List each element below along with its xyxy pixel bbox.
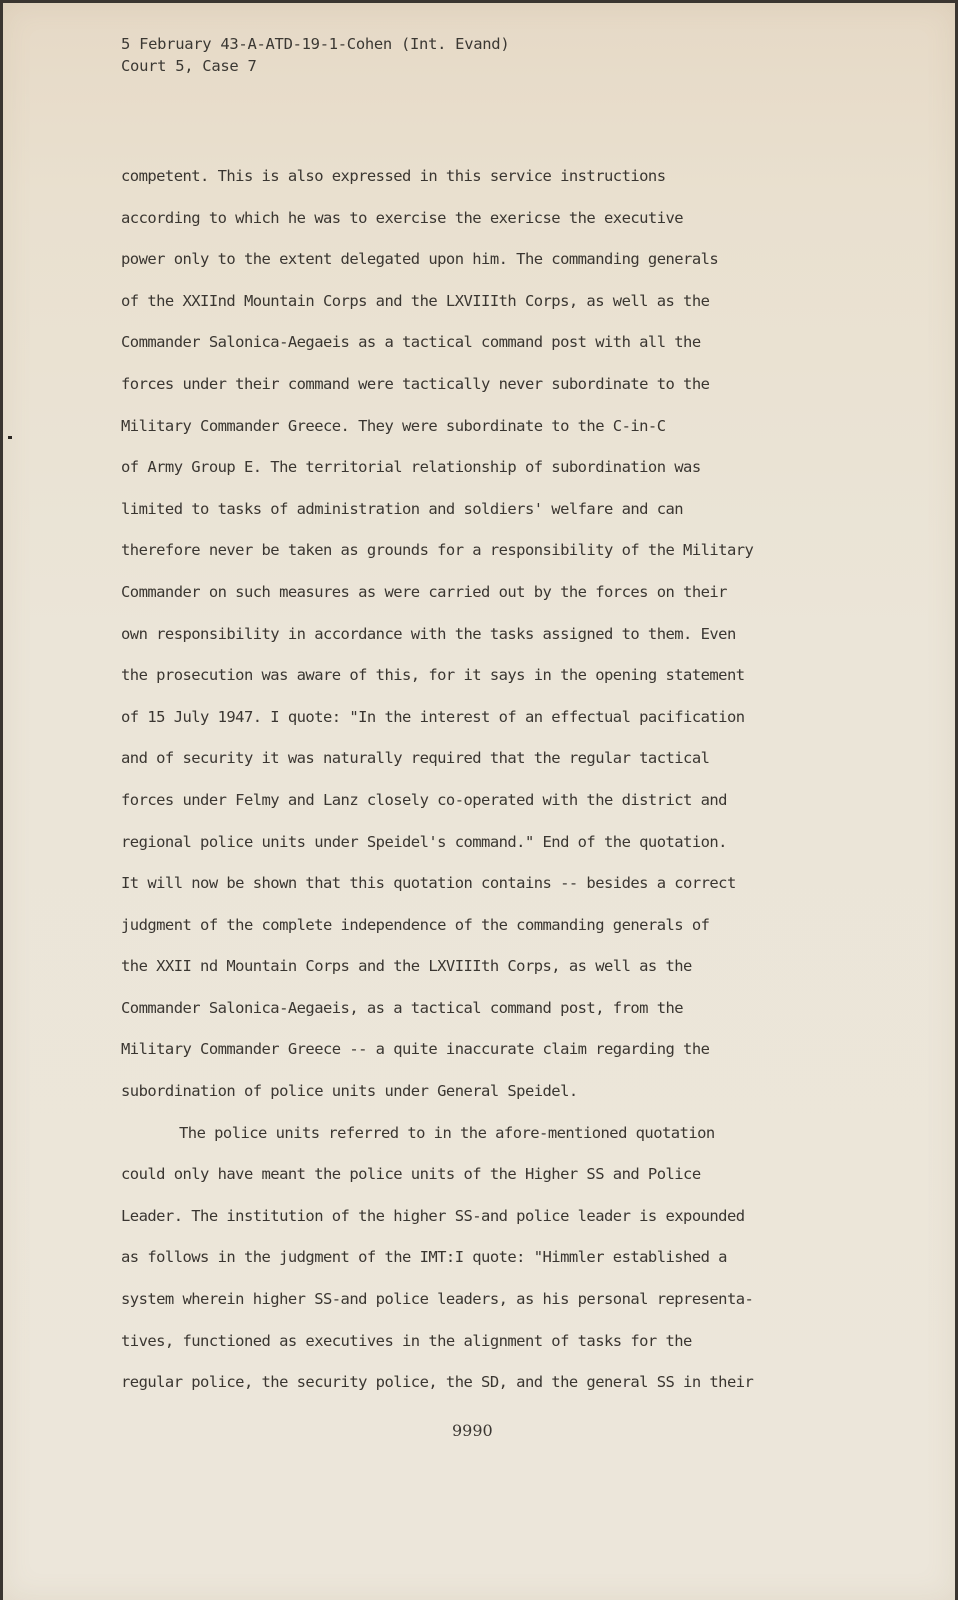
text-line: of Army Group E. The territorial relationship of subordination was — [121, 458, 701, 477]
paragraph-1 — [121, 165, 861, 1122]
text-line: as follows in the judgment of the IMT:I quote: "Himmler established a — [121, 1248, 727, 1267]
text-line: It will now be shown that this quotation contains -- besides a correct — [121, 874, 736, 893]
header-line-court-case: Court 5, Case 7 — [121, 57, 257, 75]
text-line: of 15 July 1947. I quote: "In the interest of an effectual pacification — [121, 707, 745, 726]
document-header — [121, 33, 509, 77]
text-line: according to which he was to exercise the exericse the executive — [121, 208, 684, 227]
text-line: Leader. The institution of the higher SS-and police leader is expounded — [121, 1206, 745, 1225]
edge-mark — [8, 436, 12, 439]
text-line: judgment of the complete independence of the commanding generals of — [121, 915, 710, 934]
text-line: Commander on such measures as were carried out by the forces on their — [121, 582, 727, 601]
text-line: and of security it was naturally required that the regular tactical — [121, 749, 710, 768]
text-line: forces under their command were tactically never subordinate to the — [121, 374, 710, 393]
text-line: therefore never be taken as grounds for a responsibility of the Military — [121, 541, 754, 560]
document-body — [121, 165, 861, 1413]
text-line: Military Commander Greece. They were subordinate to the C-in-C — [121, 416, 666, 435]
text-line: Military Commander Greece -- a quite inaccurate claim regarding the — [121, 1040, 710, 1059]
text-line: power only to the extent delegated upon him. The commanding generals — [121, 250, 719, 269]
text-line: forces under Felmy and Lanz closely co-operated with the district and — [121, 790, 727, 809]
page-number: 9990 — [452, 1421, 493, 1440]
document-page — [3, 3, 955, 1600]
text-line: tives, functioned as executives in the alignment of tasks for the — [121, 1331, 692, 1350]
text-line: regional police units under Speidel's command." End of the quotation. — [121, 832, 727, 851]
text-line: the XXII nd Mountain Corps and the LXVIIIth Corps, as well as the — [121, 957, 692, 976]
text-line: regular police, the security police, the SD, and the general SS in their — [121, 1373, 754, 1392]
text-line: limited to tasks of administration and soldiers' welfare and can — [121, 499, 684, 518]
text-line: Commander Salonica-Aegaeis, as a tactical command post, from the — [121, 998, 684, 1017]
text-line: Commander Salonica-Aegaeis as a tactical command post with all the — [121, 333, 701, 352]
paragraph-2 — [121, 1122, 861, 1413]
header-line-date-reference: 5 February 43-A-ATD-19-1-Cohen (Int. Evand) — [121, 35, 510, 53]
text-line: competent. This is also expressed in this service instructions — [121, 167, 666, 185]
text-line: the prosecution was aware of this, for it says in the opening statement — [121, 666, 745, 685]
text-line: subordination of police units under General Speidel. — [121, 1082, 578, 1101]
text-line: could only have meant the police units of the Higher SS and Police — [121, 1165, 701, 1184]
text-line: system wherein higher SS-and police leaders, as his personal representa- — [121, 1290, 754, 1309]
text-line: of the XXIInd Mountain Corps and the LXVIIIth Corps, as well as the — [121, 291, 710, 310]
text-line: The police units referred to in the afore-mentioned quotation — [179, 1123, 715, 1142]
text-line: own responsibility in accordance with the tasks assigned to them. Even — [121, 624, 736, 643]
